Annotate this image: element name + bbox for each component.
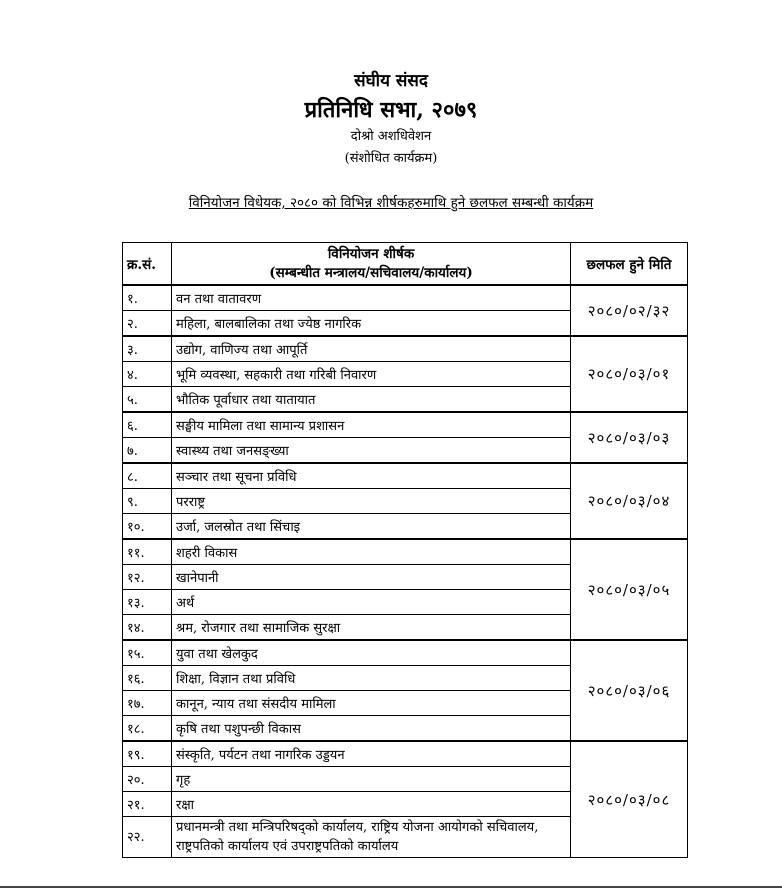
header-title-line2: (सम्बन्धीत मन्त्रालय/सचिवालय/कार्यालय) — [269, 264, 473, 281]
discussion-date: २०८०/०३/०६ — [571, 640, 688, 741]
appropriation-title: खानेपानी — [172, 565, 571, 590]
header-serial: क्र.सं. — [123, 243, 172, 286]
appropriation-title: भूमि व्यवस्था, सहकारी तथा गरिबी निवारण — [172, 362, 571, 387]
revised-note: (संशोधित कार्यक्रम) — [344, 151, 438, 166]
appropriation-title: भौतिक पूर्वाधार तथा यातायात — [172, 387, 571, 413]
discussion-date: २०८०/०३/०४ — [571, 463, 688, 539]
serial-number: १५. — [123, 640, 172, 666]
serial-number: ९. — [123, 489, 172, 514]
subtitle-text: विनियोजन विधेयक, २०८० को विभिन्न शीर्षकहरुमाथि हुने छलफल सम्बन्धी कार्यक्रम — [188, 195, 594, 211]
session-label: दोश्रो अशधिवेशन — [350, 129, 432, 144]
appropriation-title: कृषि तथा पशुपन्छी विकास — [172, 716, 571, 742]
table-row — [123, 412, 688, 438]
serial-number: १. — [123, 285, 172, 311]
serial-number: १८. — [123, 716, 172, 742]
table-row — [123, 539, 688, 565]
house-title: प्रतिनिधि सभा, २०७९ — [304, 97, 478, 123]
serial-number: ३. — [123, 336, 172, 362]
discussion-date: २०८०/०३/०८ — [571, 741, 688, 858]
table-row — [123, 741, 688, 767]
serial-number: १४. — [123, 615, 172, 641]
serial-number: १२. — [123, 565, 172, 590]
appropriation-title: सङ्घीय मामिला तथा सामान्य प्रशासन — [172, 412, 571, 438]
table-row — [123, 640, 688, 666]
serial-number: ४. — [123, 362, 172, 387]
parliament-name: संघीय संसद — [354, 71, 428, 91]
header-title-line1: विनियोजन शीर्षक — [327, 245, 415, 262]
discussion-date: २०८०/०३/०३ — [571, 412, 688, 463]
serial-number: २०. — [123, 767, 172, 792]
appropriation-title: उर्जा, जलस्रोत तथा सिंचाइ — [172, 514, 571, 540]
appropriation-title: सञ्चार तथा सूचना प्रविधि — [172, 463, 571, 489]
table-body — [123, 285, 688, 858]
appropriation-title: उद्योग, वाणिज्य तथा आपूर्ति — [172, 336, 571, 362]
appropriation-title: रक्षा — [172, 792, 571, 817]
serial-number: २२. — [123, 817, 172, 858]
appropriation-title: कानून, न्याय तथा संसदीय मामिला — [172, 691, 571, 716]
appropriation-title: युवा तथा खेलकुद — [172, 640, 571, 666]
table-row — [123, 336, 688, 362]
appropriation-title: शहरी विकास — [172, 539, 571, 565]
discussion-date: २०८०/०३/०१ — [571, 336, 688, 412]
table-row — [123, 285, 688, 311]
serial-number: १७. — [123, 691, 172, 716]
serial-number: ७. — [123, 438, 172, 464]
appropriation-title: गृह — [172, 767, 571, 792]
serial-number: ११. — [123, 539, 172, 565]
serial-number: ८. — [123, 463, 172, 489]
appropriation-title: स्वास्थ्य तथा जनसङ्ख्या — [172, 438, 571, 464]
appropriation-title: प्रधानमन्त्री तथा मन्त्रिपरिषद्को कार्यालय, राष्ट्रिय योजना आयोगको सचिवालय, राष्ट्रपतिको कार्यालय एवं उपराष्ट्रपतिको कार्यालय — [172, 817, 571, 858]
serial-number: १९. — [123, 741, 172, 767]
appropriation-title: महिला, बालबालिका तथा ज्येष्ठ नागरिक — [172, 311, 571, 337]
appropriation-title: श्रम, रोजगार तथा सामाजिक सुरक्षा — [172, 615, 571, 641]
discussion-date: २०८०/०३/०५ — [571, 539, 688, 640]
table-header-row — [123, 243, 688, 286]
serial-number: ६. — [123, 412, 172, 438]
header-date: छलफल हुने मिति — [571, 243, 688, 286]
appropriation-title: परराष्ट्र — [172, 489, 571, 514]
schedule-table — [122, 242, 688, 858]
appropriation-title: संस्कृति, पर्यटन तथा नागरिक उड्डयन — [172, 741, 571, 767]
table-row — [123, 463, 688, 489]
discussion-date: २०८०/०२/३२ — [571, 285, 688, 336]
header-title — [172, 243, 571, 286]
serial-number: ५. — [123, 387, 172, 413]
serial-number: १६. — [123, 666, 172, 691]
appropriation-title: शिक्षा, विज्ञान तथा प्रविधि — [172, 666, 571, 691]
serial-number: १३. — [123, 590, 172, 615]
serial-number: २१. — [123, 792, 172, 817]
page-bottom-rule — [0, 886, 782, 888]
serial-number: १०. — [123, 514, 172, 540]
serial-number: २. — [123, 311, 172, 337]
document-subtitle — [0, 193, 782, 211]
appropriation-title: वन तथा वातावरण — [172, 285, 571, 311]
appropriation-title: अर्थ — [172, 590, 571, 615]
